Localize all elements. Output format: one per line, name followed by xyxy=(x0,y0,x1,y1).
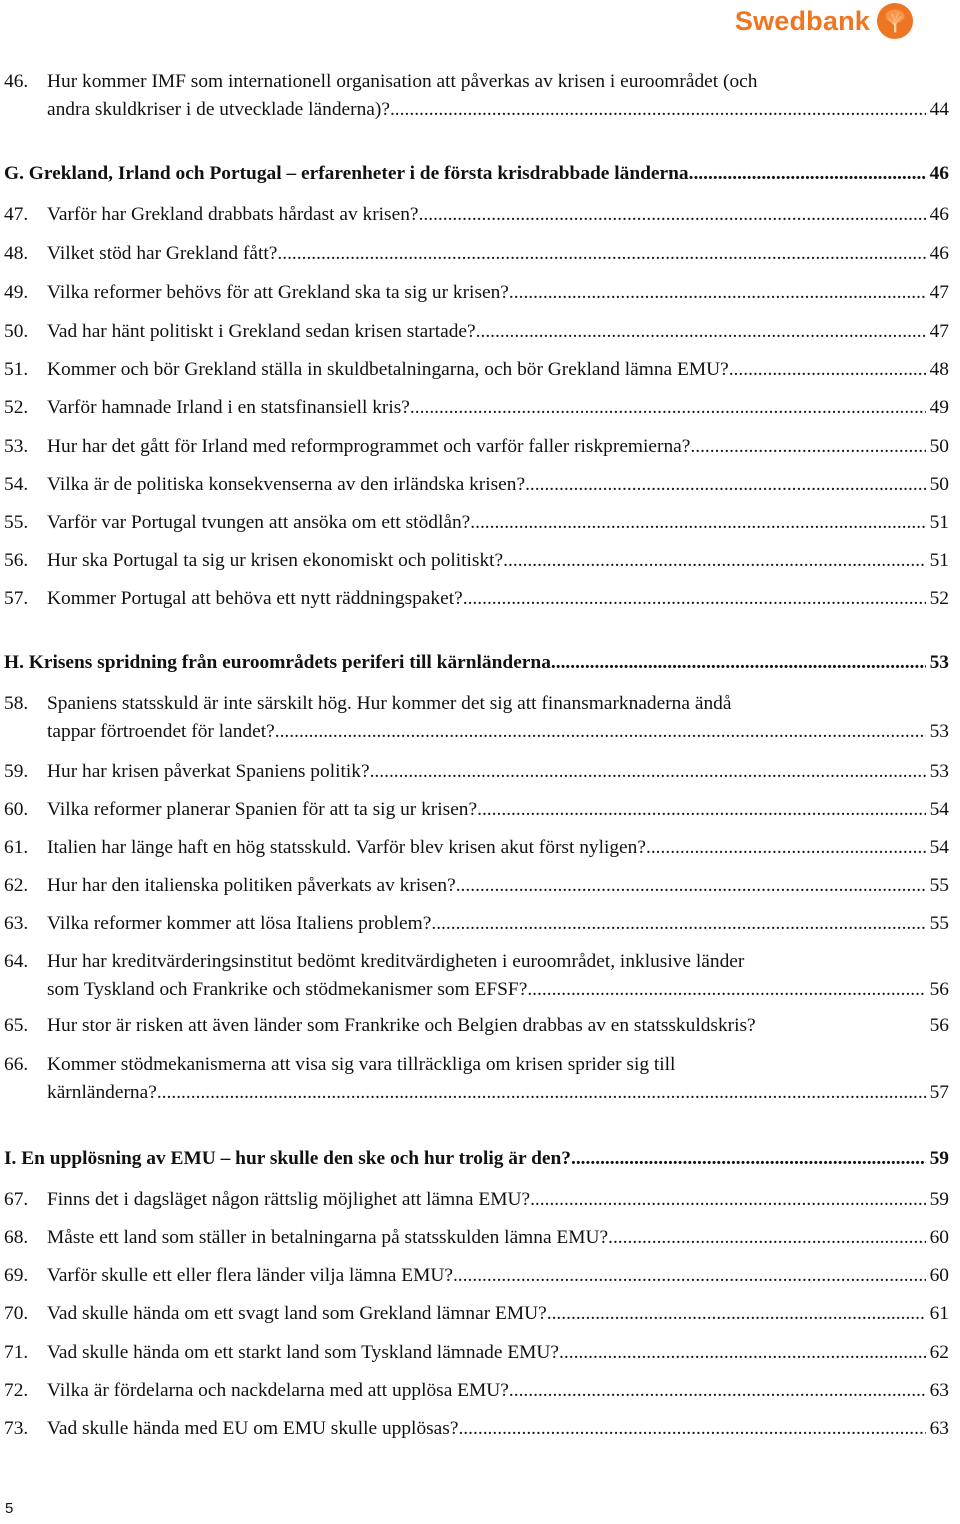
item-number: 73. xyxy=(4,1418,29,1439)
toc-item[interactable] xyxy=(4,872,949,900)
dot-leader xyxy=(477,796,926,824)
dot-leader xyxy=(476,318,926,346)
item-number: 57. xyxy=(4,588,29,609)
dot-leader xyxy=(277,240,925,268)
section-title: I. En upplösning av EMU – hur skulle den ske och hur trolig är den? xyxy=(4,1148,571,1169)
item-number: 69. xyxy=(4,1265,29,1286)
toc-section-heading[interactable] xyxy=(4,160,949,188)
page-ref: 46 xyxy=(929,243,949,264)
toc-item[interactable] xyxy=(4,1300,949,1328)
page-ref: 59 xyxy=(929,1189,949,1210)
item-text: som Tyskland och Frankrike och stödmekanismer som EFSF? xyxy=(47,979,528,1000)
item-text: Varför har Grekland drabbats hårdast av krisen? xyxy=(47,204,419,225)
toc-item[interactable] xyxy=(4,1339,949,1367)
item-text: Vilka är fördelarna och nackdelarna med att upplösa EMU? xyxy=(47,1380,509,1401)
oak-tree-icon xyxy=(876,2,914,40)
toc-item[interactable] xyxy=(4,1186,949,1214)
item-text: kärnländerna? xyxy=(47,1082,157,1103)
page-ref: 59 xyxy=(929,1148,949,1169)
dot-leader xyxy=(690,433,925,461)
item-text: Hur stor är risken att även länder som Frankrike och Belgien drabbas av en statsskuldskris? xyxy=(47,1015,756,1036)
page-ref: 54 xyxy=(929,799,949,820)
item-text: Kommer och bör Grekland ställa in skuldbetalningarna, och bör Grekland lämna EMU? xyxy=(47,359,729,380)
page-ref: 63 xyxy=(929,1380,949,1401)
item-number: 46. xyxy=(4,71,29,92)
item-text: Vilka reformer behövs för att Grekland ska ta sig ur krisen? xyxy=(47,282,509,303)
item-number: 58. xyxy=(4,693,29,714)
page-ref: 50 xyxy=(929,436,949,457)
logo-text: Swedbank xyxy=(734,5,870,36)
toc-item[interactable] xyxy=(4,1224,949,1252)
toc-item[interactable] xyxy=(4,1415,949,1443)
item-text: Hur kommer IMF som internationell organisation att påverkas av krisen i euroområdet (och xyxy=(47,71,758,92)
toc-section-heading[interactable] xyxy=(4,1145,949,1173)
item-number: 62. xyxy=(4,875,29,896)
page-ref: 54 xyxy=(929,837,949,858)
toc-item[interactable] xyxy=(4,471,949,499)
page-ref: 60 xyxy=(929,1265,949,1286)
page-ref: 44 xyxy=(929,99,949,120)
section-title: G. Grekland, Irland och Portugal – erfarenheter i de första krisdrabbade länderna xyxy=(4,163,689,184)
page-ref: 53 xyxy=(929,652,949,673)
item-number: 49. xyxy=(4,282,29,303)
item-text: Vad har hänt politiskt i Grekland sedan krisen startade? xyxy=(47,321,476,342)
toc-item[interactable] xyxy=(4,240,949,268)
page-ref: 46 xyxy=(929,204,949,225)
item-number: 53. xyxy=(4,436,29,457)
item-number: 71. xyxy=(4,1342,29,1363)
dot-leader xyxy=(390,96,926,124)
page-ref: 47 xyxy=(929,321,949,342)
item-text: Hur har det gått för Irland med reformprogrammet och varför faller riskpremierna? xyxy=(47,436,691,457)
item-text: Vad skulle hända om ett svagt land som Grekland lämnar EMU? xyxy=(47,1303,547,1324)
item-text: Vilket stöd har Grekland fått? xyxy=(47,243,278,264)
item-number: 50. xyxy=(4,321,29,342)
toc-item[interactable] xyxy=(4,433,949,461)
dot-leader xyxy=(525,471,926,499)
item-text: Vad skulle hända med EU om EMU skulle upplösas? xyxy=(47,1418,459,1439)
item-text: Varför skulle ett eller flera länder vilja lämna EMU? xyxy=(47,1265,453,1286)
item-number: 72. xyxy=(4,1380,29,1401)
item-text: Kommer Portugal att behöva ett nytt räddningspaket? xyxy=(47,588,463,609)
dot-leader xyxy=(410,394,926,422)
item-text: Hur ska Portugal ta sig ur krisen ekonomiskt och politiskt? xyxy=(47,550,504,571)
dot-leader xyxy=(547,1300,926,1328)
item-text: andra skuldkriser i de utvecklade länderna)? xyxy=(47,99,390,120)
item-text: Finns det i dagsläget någon rättslig möjlighet att lämna EMU? xyxy=(47,1189,531,1210)
item-number: 48. xyxy=(4,243,29,264)
item-text: Hur har krisen påverkat Spaniens politik? xyxy=(47,761,370,782)
page-ref: 55 xyxy=(929,875,949,896)
item-number: 51. xyxy=(4,359,29,380)
toc-item[interactable] xyxy=(4,910,949,938)
page-ref: 53 xyxy=(929,761,949,782)
item-number: 59. xyxy=(4,761,29,782)
section-title: H. Krisens spridning från euroområdets periferi till kärnländerna xyxy=(4,652,551,673)
page-ref: 56 xyxy=(929,1015,949,1036)
dot-leader xyxy=(530,1186,926,1214)
item-number: 68. xyxy=(4,1227,29,1248)
item-number: 66. xyxy=(4,1054,29,1075)
dot-leader xyxy=(729,356,926,384)
item-number: 56. xyxy=(4,550,29,571)
dot-leader xyxy=(559,1339,926,1367)
item-text: Hur har den italienska politiken påverkats av krisen? xyxy=(47,875,456,896)
item-text: Vad skulle hända om ett starkt land som Tyskland lämnade EMU? xyxy=(47,1342,560,1363)
item-number: 70. xyxy=(4,1303,29,1324)
swedbank-logo xyxy=(735,2,914,40)
item-number: 55. xyxy=(4,512,29,533)
page-ref: 51 xyxy=(929,550,949,571)
page-ref: 50 xyxy=(929,474,949,495)
toc-section-heading[interactable] xyxy=(4,649,949,677)
dot-leader xyxy=(689,160,926,188)
dot-leader xyxy=(470,509,925,537)
page-ref: 57 xyxy=(929,1082,949,1103)
item-number: 65. xyxy=(4,1015,29,1036)
item-number: 64. xyxy=(4,951,29,972)
dot-leader xyxy=(509,1377,926,1405)
item-number: 47. xyxy=(4,204,29,225)
dot-leader xyxy=(608,1224,926,1252)
toc-item[interactable] xyxy=(4,1051,949,1107)
dot-leader xyxy=(456,872,926,900)
page-ref: 63 xyxy=(929,1418,949,1439)
dot-leader xyxy=(527,976,925,1004)
dot-leader xyxy=(509,279,926,307)
dot-leader xyxy=(453,1262,926,1290)
dot-leader xyxy=(463,585,926,613)
toc-item[interactable] xyxy=(4,690,949,746)
page-number: 5 xyxy=(5,1500,14,1517)
page-ref: 55 xyxy=(929,913,949,934)
toc-item[interactable] xyxy=(4,394,949,422)
item-text: Varför var Portugal tvungen att ansöka om ett stödlån? xyxy=(47,512,471,533)
toc-item[interactable] xyxy=(4,758,949,786)
toc-item[interactable] xyxy=(4,1262,949,1290)
dot-leader xyxy=(431,910,925,938)
page-ref: 61 xyxy=(929,1303,949,1324)
dot-leader xyxy=(275,718,926,746)
page-ref: 49 xyxy=(929,397,949,418)
dot-leader xyxy=(157,1079,926,1107)
toc-item[interactable] xyxy=(4,547,949,575)
dot-leader xyxy=(458,1415,925,1443)
dot-leader xyxy=(571,1145,926,1173)
toc-item[interactable] xyxy=(4,948,949,1004)
item-text: Vilka reformer kommer att lösa Italiens problem? xyxy=(47,913,432,934)
toc-item[interactable] xyxy=(4,201,949,229)
toc-item[interactable] xyxy=(4,68,949,124)
page-ref: 53 xyxy=(929,721,949,742)
toc-item[interactable] xyxy=(4,318,949,346)
item-text: Spaniens statsskuld är inte särskilt hög. Hur kommer det sig att finansmarknaderna ändå xyxy=(47,693,732,714)
page-ref: 62 xyxy=(929,1342,949,1363)
toc-item[interactable] xyxy=(4,1377,949,1405)
item-text: Vilka är de politiska konsekvenserna av den irländska krisen? xyxy=(47,474,526,495)
toc-item[interactable] xyxy=(4,1012,949,1040)
item-text: Italien har länge haft en hög statsskuld. Varför blev krisen akut först nyligen? xyxy=(47,837,646,858)
page-ref: 47 xyxy=(929,282,949,303)
item-number: 52. xyxy=(4,397,29,418)
toc-item[interactable] xyxy=(4,356,949,384)
toc-item[interactable] xyxy=(4,509,949,537)
toc-item[interactable] xyxy=(4,279,949,307)
dot-leader xyxy=(370,758,926,786)
page-ref: 48 xyxy=(929,359,949,380)
item-number: 60. xyxy=(4,799,29,820)
page-ref: 60 xyxy=(929,1227,949,1248)
dot-leader xyxy=(551,649,926,677)
item-number: 63. xyxy=(4,913,29,934)
page-ref: 52 xyxy=(929,588,949,609)
item-text: Varför hamnade Irland i en statsfinansiell kris? xyxy=(47,397,410,418)
item-text: Måste ett land som ställer in betalningarna på statsskulden lämna EMU? xyxy=(47,1227,609,1248)
item-text: tappar förtroendet för landet? xyxy=(47,721,275,742)
page-ref: 56 xyxy=(929,979,949,1000)
dot-leader xyxy=(503,547,925,575)
item-number: 67. xyxy=(4,1189,29,1210)
toc-item[interactable] xyxy=(4,796,949,824)
item-number: 54. xyxy=(4,474,29,495)
page-ref: 51 xyxy=(929,512,949,533)
item-text: Hur har kreditvärderingsinstitut bedömt kreditvärdigheten i euroområdet, inklusive länder xyxy=(47,951,745,972)
page-ref: 46 xyxy=(929,163,949,184)
dot-leader xyxy=(419,201,926,229)
dot-leader xyxy=(646,834,926,862)
toc-item[interactable] xyxy=(4,834,949,862)
toc-item[interactable] xyxy=(4,585,949,613)
item-text: Vilka reformer planerar Spanien för att ta sig ur krisen? xyxy=(47,799,478,820)
item-text: Kommer stödmekanismerna att visa sig vara tillräckliga om krisen sprider sig till xyxy=(47,1054,676,1075)
item-number: 61. xyxy=(4,837,29,858)
